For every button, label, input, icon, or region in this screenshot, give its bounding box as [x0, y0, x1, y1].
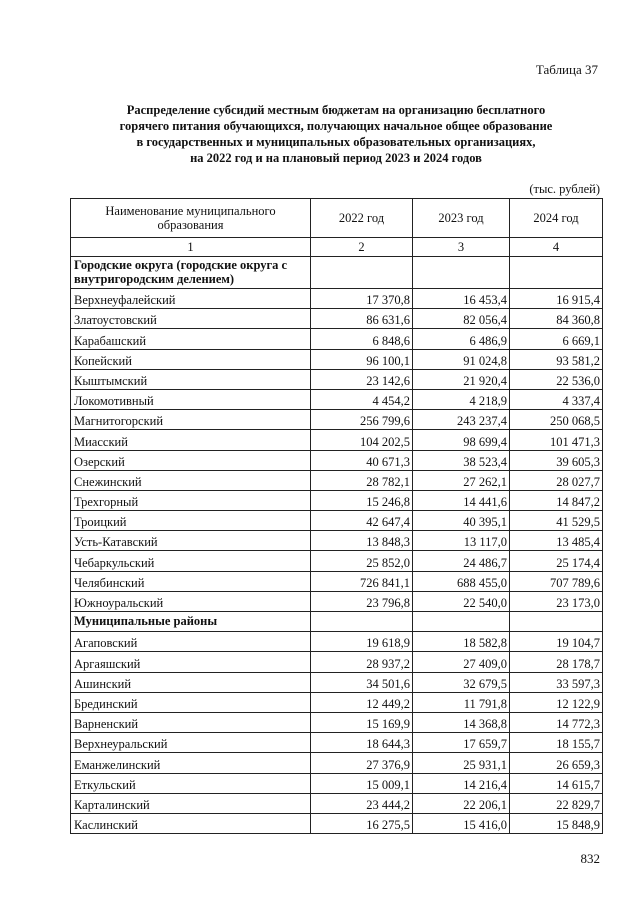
table-row — [71, 813, 603, 833]
municipality-name-cell: Ашинский — [71, 672, 311, 692]
municipality-name-cell: Магнитогорский — [71, 410, 311, 430]
value-2022-cell: 18 644,3 — [311, 733, 413, 753]
table-row — [71, 652, 603, 672]
value-2022-cell: 28 782,1 — [311, 470, 413, 490]
value-2024-cell: 250 068,5 — [510, 410, 603, 430]
section-title: Городские округа (городские округа с внутригородским делением) — [71, 257, 311, 289]
title-line: Распределение субсидий местным бюджетам на организацию бесплатного — [126, 103, 546, 117]
units-label: (тыс. рублей) — [529, 182, 600, 196]
column-number: 4 — [510, 238, 603, 257]
value-2022-cell: 256 799,6 — [311, 410, 413, 430]
value-2022-cell: 15 169,9 — [311, 712, 413, 732]
value-2024-cell: 26 659,3 — [510, 753, 603, 773]
value-2023-cell: 40 395,1 — [413, 511, 510, 531]
table-row — [71, 490, 603, 510]
value-2022-cell: 25 852,0 — [311, 551, 413, 571]
table-row — [71, 430, 603, 450]
value-2023-cell: 13 117,0 — [413, 531, 510, 551]
value-2024-cell: 18 155,7 — [510, 733, 603, 753]
value-2024-cell: 707 789,6 — [510, 571, 603, 591]
municipality-name-cell: Карталинский — [71, 793, 311, 813]
municipality-name-cell: Каслинский — [71, 813, 311, 833]
value-2024-cell: 22 829,7 — [510, 793, 603, 813]
municipality-name-cell: Карабашский — [71, 329, 311, 349]
value-2022-cell: 34 501,6 — [311, 672, 413, 692]
municipality-name-cell: Агаповский — [71, 632, 311, 652]
table-row — [71, 591, 603, 611]
value-2024-cell: 19 104,7 — [510, 632, 603, 652]
table-row — [71, 692, 603, 712]
column-header-2023: 2023 год — [413, 199, 510, 238]
value-2022-cell: 104 202,5 — [311, 430, 413, 450]
table-row — [71, 410, 603, 430]
municipality-name-cell: Брединский — [71, 692, 311, 712]
title-line: в государственных и муниципальных образовательных организациях, — [136, 135, 536, 149]
value-2022-cell: 17 370,8 — [311, 289, 413, 309]
value-2023-cell: 25 931,1 — [413, 753, 510, 773]
value-2022-cell: 23 142,6 — [311, 369, 413, 389]
value-2023-cell: 82 056,4 — [413, 309, 510, 329]
value-2023-cell: 15 416,0 — [413, 813, 510, 833]
column-number: 3 — [413, 238, 510, 257]
municipality-name-cell: Варненский — [71, 712, 311, 732]
value-2024-cell: 23 173,0 — [510, 591, 603, 611]
municipality-name-cell: Южноуральский — [71, 591, 311, 611]
value-2023-cell: 22 540,0 — [413, 591, 510, 611]
column-number-row — [71, 238, 603, 257]
document-title — [70, 102, 602, 166]
table-row — [71, 309, 603, 329]
value-2023-cell: 6 486,9 — [413, 329, 510, 349]
empty-cell — [413, 257, 510, 289]
value-2024-cell: 41 529,5 — [510, 511, 603, 531]
subsidy-table — [70, 198, 603, 834]
value-2023-cell: 24 486,7 — [413, 551, 510, 571]
table-header-row — [71, 199, 603, 238]
value-2023-cell: 4 218,9 — [413, 389, 510, 409]
value-2023-cell: 21 920,4 — [413, 369, 510, 389]
municipality-name-cell: Аргаяшский — [71, 652, 311, 672]
value-2022-cell: 19 618,9 — [311, 632, 413, 652]
table-row — [71, 712, 603, 732]
column-number: 2 — [311, 238, 413, 257]
column-number: 1 — [71, 238, 311, 257]
value-2024-cell: 93 581,2 — [510, 349, 603, 369]
value-2023-cell: 32 679,5 — [413, 672, 510, 692]
value-2022-cell: 16 275,5 — [311, 813, 413, 833]
column-header-2024: 2024 год — [510, 199, 603, 238]
value-2023-cell: 14 216,4 — [413, 773, 510, 793]
value-2023-cell: 11 791,8 — [413, 692, 510, 712]
value-2022-cell: 15 246,8 — [311, 490, 413, 510]
value-2022-cell: 42 647,4 — [311, 511, 413, 531]
value-2022-cell: 4 454,2 — [311, 389, 413, 409]
column-header-2022: 2022 год — [311, 199, 413, 238]
table-row — [71, 773, 603, 793]
municipality-name-cell: Локомотивный — [71, 389, 311, 409]
municipality-name-cell: Чебаркульский — [71, 551, 311, 571]
table-row — [71, 632, 603, 652]
value-2022-cell: 12 449,2 — [311, 692, 413, 712]
value-2024-cell: 22 536,0 — [510, 369, 603, 389]
value-2024-cell: 14 615,7 — [510, 773, 603, 793]
table-body — [71, 257, 603, 834]
value-2023-cell: 38 523,4 — [413, 450, 510, 470]
value-2024-cell: 84 360,8 — [510, 309, 603, 329]
value-2024-cell: 13 485,4 — [510, 531, 603, 551]
municipality-name-cell: Озерский — [71, 450, 311, 470]
municipality-name-cell: Верхнеуральский — [71, 733, 311, 753]
table-row — [71, 571, 603, 591]
column-header-municipality: Наименование муниципального образования — [71, 199, 311, 238]
value-2024-cell: 39 605,3 — [510, 450, 603, 470]
value-2024-cell: 6 669,1 — [510, 329, 603, 349]
value-2023-cell: 98 699,4 — [413, 430, 510, 450]
municipality-name-cell: Миасский — [71, 430, 311, 450]
empty-cell — [311, 612, 413, 632]
table-row — [71, 511, 603, 531]
value-2024-cell: 4 337,4 — [510, 389, 603, 409]
table-row — [71, 531, 603, 551]
value-2023-cell: 17 659,7 — [413, 733, 510, 753]
municipality-name-cell: Усть-Катавский — [71, 531, 311, 551]
value-2024-cell: 15 848,9 — [510, 813, 603, 833]
table-row — [71, 733, 603, 753]
value-2022-cell: 6 848,6 — [311, 329, 413, 349]
value-2023-cell: 14 441,6 — [413, 490, 510, 510]
value-2024-cell: 25 174,4 — [510, 551, 603, 571]
municipality-name-cell: Копейский — [71, 349, 311, 369]
value-2023-cell: 27 409,0 — [413, 652, 510, 672]
municipality-name-cell: Троицкий — [71, 511, 311, 531]
section-title: Муниципальные районы — [71, 612, 311, 632]
value-2023-cell: 22 206,1 — [413, 793, 510, 813]
title-line: на 2022 год и на плановый период 2023 и 2024 годов — [190, 151, 482, 165]
value-2023-cell: 18 582,8 — [413, 632, 510, 652]
empty-cell — [413, 612, 510, 632]
value-2024-cell: 101 471,3 — [510, 430, 603, 450]
title-line: горячего питания обучающихся, получающих начальное общее образование — [119, 119, 553, 133]
empty-cell — [311, 257, 413, 289]
table-row — [71, 329, 603, 349]
table-row — [71, 369, 603, 389]
value-2022-cell: 28 937,2 — [311, 652, 413, 672]
table-row — [71, 551, 603, 571]
value-2024-cell: 28 027,7 — [510, 470, 603, 490]
table-row — [71, 450, 603, 470]
value-2024-cell: 16 915,4 — [510, 289, 603, 309]
municipality-name-cell: Златоустовский — [71, 309, 311, 329]
table-row — [71, 470, 603, 490]
value-2022-cell: 726 841,1 — [311, 571, 413, 591]
value-2022-cell: 86 631,6 — [311, 309, 413, 329]
table-number: Таблица 37 — [535, 62, 598, 77]
value-2024-cell: 14 847,2 — [510, 490, 603, 510]
municipality-name-cell: Верхнеуфалейский — [71, 289, 311, 309]
municipality-name-cell: Кыштымский — [71, 369, 311, 389]
municipality-name-cell: Еткульский — [71, 773, 311, 793]
value-2024-cell: 33 597,3 — [510, 672, 603, 692]
table-row — [71, 349, 603, 369]
table-row — [71, 289, 603, 309]
value-2022-cell: 13 848,3 — [311, 531, 413, 551]
value-2022-cell: 23 444,2 — [311, 793, 413, 813]
municipality-name-cell: Челябинский — [71, 571, 311, 591]
municipality-name-cell: Снежинский — [71, 470, 311, 490]
value-2023-cell: 16 453,4 — [413, 289, 510, 309]
value-2022-cell: 96 100,1 — [311, 349, 413, 369]
value-2024-cell: 14 772,3 — [510, 712, 603, 732]
value-2024-cell: 28 178,7 — [510, 652, 603, 672]
value-2023-cell: 14 368,8 — [413, 712, 510, 732]
municipality-name-cell: Трехгорный — [71, 490, 311, 510]
value-2022-cell: 27 376,9 — [311, 753, 413, 773]
table-row — [71, 753, 603, 773]
value-2022-cell: 23 796,8 — [311, 591, 413, 611]
value-2023-cell: 688 455,0 — [413, 571, 510, 591]
value-2022-cell: 15 009,1 — [311, 773, 413, 793]
empty-cell — [510, 612, 603, 632]
value-2023-cell: 91 024,8 — [413, 349, 510, 369]
value-2023-cell: 27 262,1 — [413, 470, 510, 490]
section-row — [71, 257, 603, 289]
value-2022-cell: 40 671,3 — [311, 450, 413, 470]
value-2023-cell: 243 237,4 — [413, 410, 510, 430]
table-row — [71, 672, 603, 692]
table-row — [71, 793, 603, 813]
empty-cell — [510, 257, 603, 289]
municipality-name-cell: Еманжелинский — [71, 753, 311, 773]
table-row — [71, 389, 603, 409]
value-2024-cell: 12 122,9 — [510, 692, 603, 712]
section-row — [71, 612, 603, 632]
page-number: 832 — [580, 851, 600, 866]
